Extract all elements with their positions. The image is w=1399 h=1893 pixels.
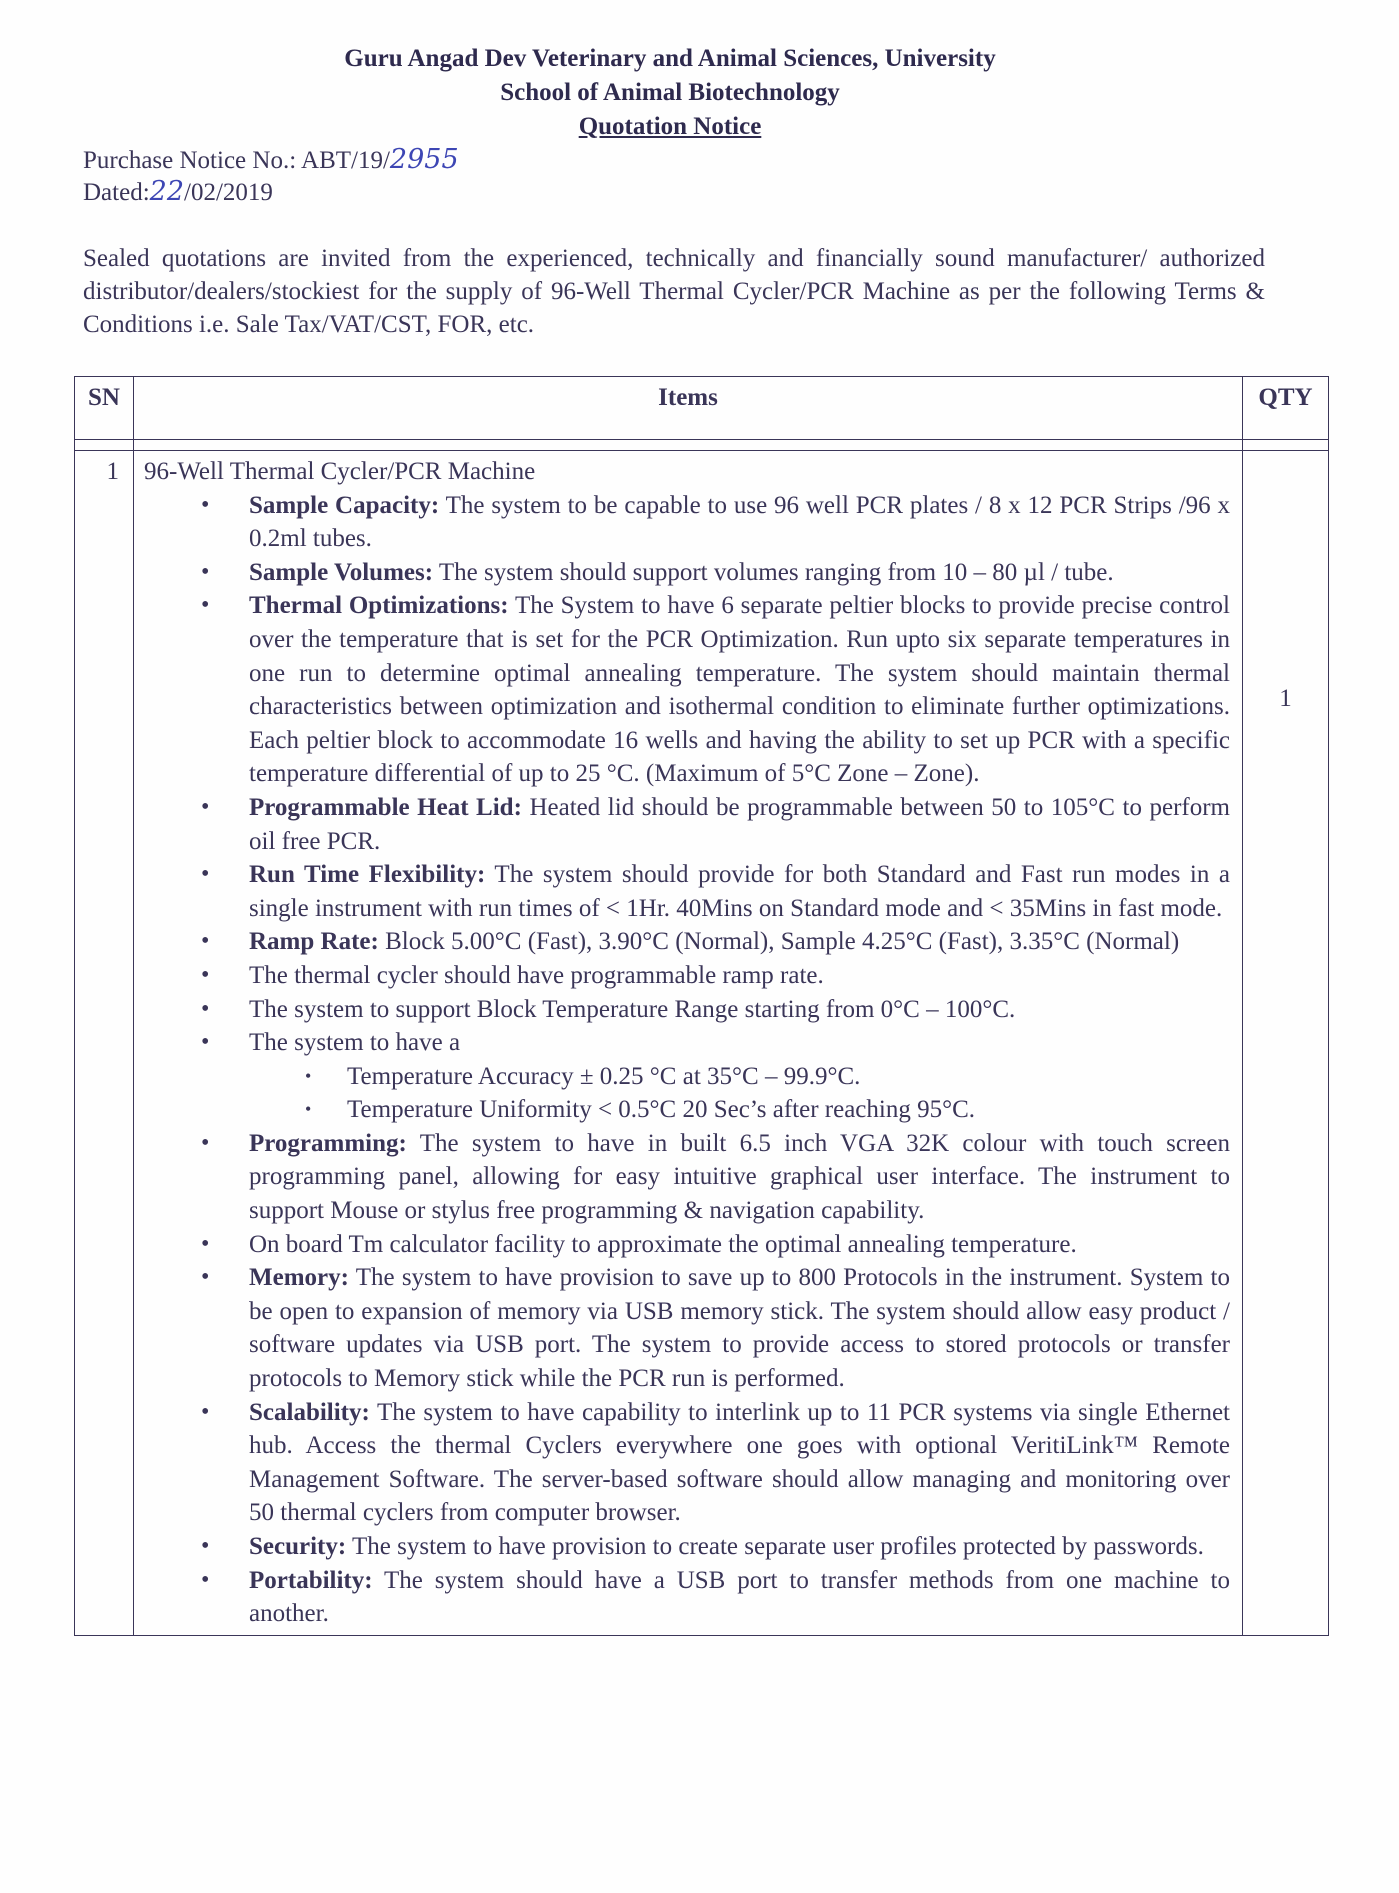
spec-label: Programmable Heat Lid: — [249, 793, 522, 821]
dated-label: Dated: — [83, 179, 150, 206]
spec-text: The system should support volumes ranging from 10 – 80 µl / tube. — [438, 558, 1114, 586]
spec-text: The system to have provision to create separate user profiles protected by passwords. — [352, 1533, 1204, 1560]
spec-item — [249, 791, 1230, 858]
dated-rest: /02/2019 — [184, 179, 273, 206]
table-gap-row — [75, 440, 1329, 451]
spec-text: The system should have a USB port to transfer methods from one machine to another. — [249, 1566, 1230, 1628]
sub-spec-item: • Temperature Accuracy ± 0.25 °C at 35°C – 99.9°C. — [347, 1060, 1230, 1094]
spec-text: On board Tm calculator facility to approximate the optimal annealing temperature. — [249, 1230, 1077, 1258]
spec-label: Sample Capacity: — [249, 491, 440, 519]
purchase-notice-line — [83, 144, 459, 177]
intro-paragraph: Sealed quotations are invited from the experienced, technically and financially sound manufacturer/ authorized distributor/dealers/stockiest for the supply of 96-Well Thermal Cycler/PCR Machine as per the following Terms & Conditions i.e. Sale Tax/VAT/CST, FOR, etc. — [83, 245, 1265, 338]
spec-text: Heated lid should be programmable between 50 to 105°C to perform oil free PCR. — [249, 793, 1230, 855]
university-name: Guru Angad Dev Veterinary and Animal Sciences, University — [344, 45, 996, 72]
spec-label: Security: — [249, 1533, 347, 1560]
purchase-notice-label: Purchase Notice No.: — [83, 147, 297, 174]
spec-text: The system to have capability to interlink up to 11 PCR systems via single Ethernet hub. Access the thermal Cyclers everywhere one goes with optional VeritiLink™ Remote Management Software. The server-based software should allow managing and monitoring over 50 thermal cyclers from computer browser. — [249, 1398, 1230, 1527]
gap-cell — [134, 440, 1243, 451]
spec-text: The system to have provision to save up to 800 Protocols in the instrument. System to be open to expansion of memory via USB memory stick. The system should allow easy product / software updates via USB port. The system to provide access to stored protocols or transfer protocols to Memory stick while the PCR run is performed. — [249, 1264, 1230, 1393]
header-sn: SN — [75, 377, 134, 440]
spec-item — [249, 589, 1230, 791]
spec-item — [249, 1564, 1230, 1631]
spec-text: The System to have 6 separate peltier blocks to provide precise control over the temperature that is set for the PCR Optimization. Run upto six separate temperatures in one run to determine optimal annealing temperature. The system should maintain thermal characteristics between optimization and isothermal condition to eliminate further optimizations. Each peltier block to accommodate 16 wells and having the ability to set up PCR with a specific temperature differential of up to 25 °C. (Maximum of 5°C Zone – Zone). — [249, 592, 1230, 788]
spec-label: Scalability: — [249, 1398, 370, 1426]
spec-item — [249, 959, 1230, 993]
spec-item — [249, 1026, 1230, 1127]
row-items — [134, 451, 1243, 1636]
row-qty: 1 — [1243, 451, 1329, 1636]
items-table — [74, 376, 1329, 1636]
document-header — [0, 42, 1340, 144]
notice-title — [0, 110, 1340, 144]
spec-label: Portability: — [249, 1566, 373, 1594]
school-name: School of Animal Biotechnology — [500, 79, 840, 106]
row-sn: 1 — [75, 451, 134, 1636]
spec-label: Sample Volumes: — [249, 558, 434, 586]
spec-text: The thermal cycler should have programmable ramp rate. — [249, 961, 824, 989]
header-qty: QTY — [1243, 377, 1329, 440]
spec-label: Run Time Flexibility: — [249, 861, 486, 889]
spec-item — [249, 556, 1230, 590]
spec-text: The system to support Block Temperature Range starting from 0°C – 100°C. — [249, 995, 1016, 1023]
spec-item — [249, 993, 1230, 1027]
purchase-notice-prefix: ABT/19/ — [301, 147, 390, 174]
sub-spec-item: • Temperature Uniformity < 0.5°C 20 Sec’s after reaching 95°C. — [347, 1093, 1230, 1127]
spec-item — [249, 489, 1230, 556]
spec-item — [249, 1530, 1230, 1564]
header-items: Items — [134, 377, 1243, 440]
spec-label: Thermal Optimizations: — [249, 592, 509, 620]
spec-text: Block 5.00°C (Fast), 3.90°C (Normal), Sample 4.25°C (Fast), 3.35°C (Normal) — [385, 928, 1180, 956]
spec-item — [249, 1127, 1230, 1228]
table-row — [75, 451, 1329, 1636]
spec-text: The system to have a — [249, 1029, 461, 1057]
notice-title-text: Quotation Notice — [578, 113, 762, 140]
spec-label: Ramp Rate: — [249, 928, 379, 956]
spec-text: The system to be capable to use 96 well PCR plates / 8 x 12 PCR Strips /96 x 0.2ml tubes. — [249, 491, 1230, 553]
sub-spec-list — [249, 1060, 1230, 1127]
gap-cell — [1243, 440, 1329, 451]
dated-line — [83, 176, 273, 209]
spec-item — [249, 858, 1230, 925]
table-header-row — [75, 377, 1329, 440]
handwritten-notice-number: 2955 — [389, 144, 459, 175]
spec-item — [249, 1261, 1230, 1395]
spec-item — [249, 925, 1230, 959]
spec-item — [249, 1396, 1230, 1530]
spec-text: The system should provide for both Standard and Fast run modes in a single instrument with run times of < 1Hr. 40Mins on Standard mode and < 35Mins in fast mode. — [249, 861, 1230, 922]
spec-text: The system to have in built 6.5 inch VGA 32K colour with touch screen programming panel, allowing for easy intuitive graphical user interface. The instrument to support Mouse or stylus free programming & navigation capability. — [249, 1129, 1230, 1225]
spec-label: Programming: — [249, 1129, 407, 1157]
spec-item — [249, 1228, 1230, 1262]
spec-label: Memory: — [249, 1264, 349, 1292]
item-title: 96-Well Thermal Cycler/PCR Machine — [144, 458, 536, 485]
handwritten-day: 22 — [149, 176, 184, 207]
spec-list — [144, 489, 1230, 1631]
gap-cell — [75, 440, 134, 451]
